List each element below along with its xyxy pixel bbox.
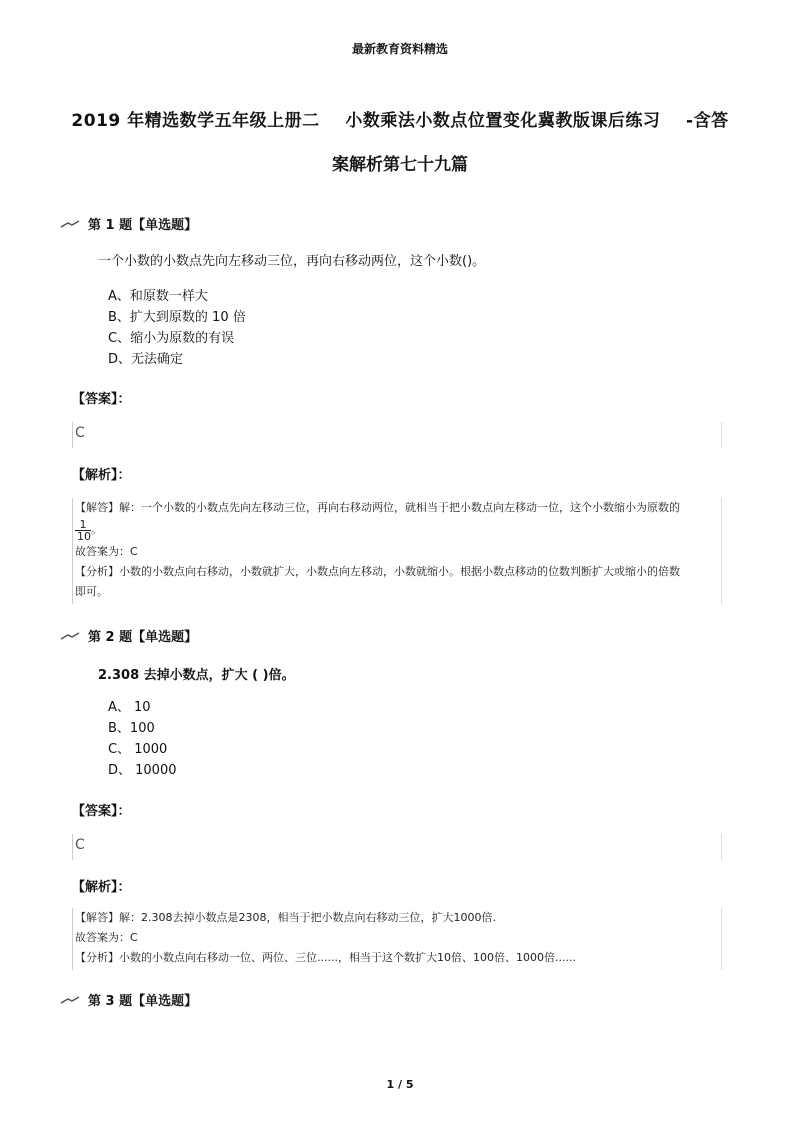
analysis-label: 【解析】： — [72, 468, 131, 483]
answer-box — [72, 834, 722, 860]
question-3-header — [60, 990, 197, 1009]
fraction-tail: 。 — [91, 523, 102, 536]
fraction — [75, 519, 91, 542]
question-1-title: 第 1 题【单选题】 — [88, 218, 198, 233]
option-a: A、 10 — [108, 700, 151, 715]
analysis-line: 【分析】小数的小数点向右移动一位、两位、三位......，相当于这个数扩大10倍、100倍、1000倍...... — [75, 951, 576, 964]
analysis-line: 故答案为：C — [75, 931, 138, 944]
question-3-title: 第 3 题【单选题】 — [88, 994, 198, 1009]
option-c: C、缩小为原数的有误 — [108, 331, 235, 346]
option-a: A、和原数一样大 — [108, 289, 208, 304]
question-1-options — [108, 286, 246, 370]
question-2-options — [108, 697, 177, 781]
option-d: D、无法确定 — [108, 352, 184, 367]
title-text: 年精选数学五年级上册二 小数乘法小数点位置变化冀教版课后练习 -含答 — [127, 111, 729, 131]
analysis-label: 【解析】： — [72, 880, 131, 895]
page-number: 1 / 5 — [386, 1078, 414, 1091]
answer-label: 【答案】： — [72, 804, 131, 819]
question-2-title: 第 2 题【单选题】 — [88, 630, 198, 645]
analysis-box — [72, 908, 722, 970]
answer-box — [72, 422, 722, 448]
analysis-line: 故答案为：C — [75, 545, 138, 558]
document-title-line2: 案解析第七十九篇 — [332, 155, 468, 175]
document-title-line1 — [0, 106, 800, 131]
fraction-numerator: 1 — [75, 519, 91, 531]
answer-value: C — [75, 425, 85, 441]
answer-value: C — [75, 837, 85, 853]
question-1-text: 一个小数的小数点先向左移动三位，再向右移动两位，这个小数()。 — [98, 254, 486, 269]
analysis-line: 【解答】解：2.308去掉小数点是2308，相当于把小数点向右移动三位，扩大1000倍. — [75, 911, 496, 924]
option-b: B、扩大到原数的 10 倍 — [108, 310, 246, 325]
question-2-header — [60, 626, 197, 645]
analysis-box — [72, 498, 722, 604]
pen-icon — [60, 219, 80, 229]
question-1-header — [60, 214, 197, 233]
title-year: 2019 — [71, 111, 121, 131]
fraction-denominator: 10 — [77, 529, 91, 543]
question-2-text: 2.308 去掉小数点，扩大 ( )倍。 — [98, 668, 295, 683]
option-b: B、100 — [108, 721, 155, 736]
option-c: C、 1000 — [108, 742, 168, 757]
pen-icon — [60, 995, 80, 1005]
pen-icon — [60, 631, 80, 641]
analysis-line: 【解答】解：一个小数的小数点先向左移动三位，再向右移动两位，就相当于把小数点向左移动一位，这个小数缩小为原数的 — [75, 501, 680, 514]
analysis-line: 即可。 — [75, 585, 108, 598]
option-d: D、 10000 — [108, 763, 177, 778]
page-header: 最新教育资料精选 — [351, 42, 448, 56]
analysis-line: 【分析】小数的小数点向右移动，小数就扩大，小数点向左移动，小数就缩小。根据小数点移动的位数判断扩大或缩小的倍数 — [75, 565, 680, 578]
answer-label: 【答案】： — [72, 392, 131, 407]
analysis-fraction-line — [73, 518, 721, 542]
